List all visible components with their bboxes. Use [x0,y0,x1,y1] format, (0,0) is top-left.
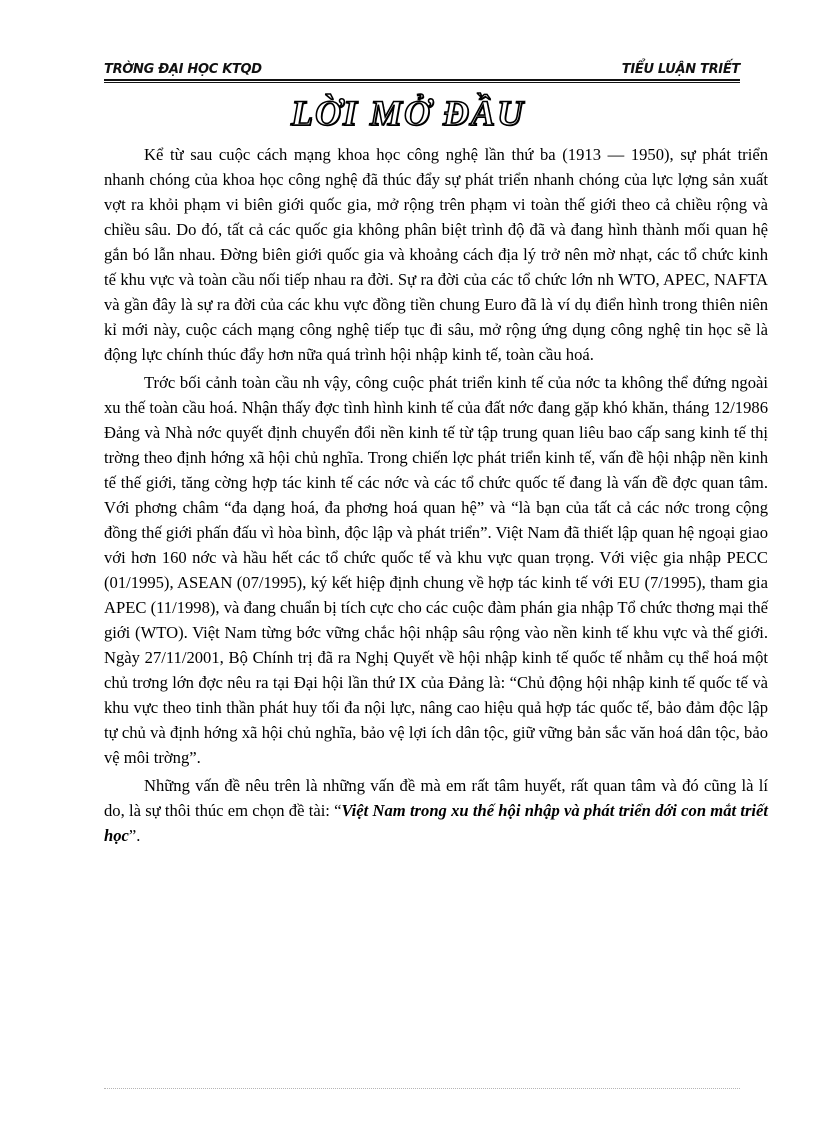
thesis-topic: Việt Nam trong xu thế hội nhập và phát triển dới con mắt triết học [104,801,769,845]
header-rule-thin [104,82,740,83]
page-header [104,55,740,77]
paragraph-1: Kể từ sau cuộc cách mạng khoa học công nghệ lần thứ ba (1913 — 1950), sự phát triển nhanh chóng của khoa học công nghệ đã thúc đẩy sự phát triển nhanh chóng của lực lợng sản xuất vợt ra khỏi phạm vi biên giới quốc gia, mở rộng trên phạm vi toàn thế giới theo cả chiều rộng và chiều sâu. Do đó, tất cả các quốc gia không phân biệt trình độ đã và đang hình thành mối quan hệ gắn bó lẫn nhau. Đờng biên giới quốc gia và khoảng cách địa lý trở nên mờ nhạt, các tổ chức kinh tế khu vực và toàn cầu nối tiếp nhau ra đời. Sự ra đời của các tổ chức lớn nh WTO, APEC, NAFTA và gần đây là sự ra đời của các khu vực đồng tiền chung Euro đã là ví dụ điển hình trong thiên niên kỉ mới này, cuộc cách mạng công nghệ tiếp tục đi sâu, mở rộng ứng dụng công nghệ tin học sẽ là động lực chính thúc đẩy hơn nữa quá trình hội nhập kinh tế, toàn cầu hoá. [104,145,768,364]
paragraph-2: Trớc bối cảnh toàn cầu nh vậy, công cuộc phát triển kinh tế của nớc ta không thể đứng ngoài xu thế toàn cầu hoá. Nhận thấy đợc tình hình kinh tế của đất nớc đang gặp khó khăn, tháng 12/1986 Đảng và Nhà nớc quyết định chuyển đổi nền kinh tế từ tập trung quan liêu bao cấp sang kinh tế thị trờng theo định hớng xã hội chủ nghĩa. Trong chiến lợc phát triển kinh tế, vấn đề hội nhập nền kinh tế thế giới, tăng cờng hợp tác kinh tế các nớc và các tổ chức quốc tế đang là vấn đề đợc quan tâm. Với phơng châm “đa dạng hoá, đa phơng hoá quan hệ” và “là bạn của tất cả các nớc trong cộng đồng thế giới phấn đấu vì hòa bình, độc lập và phát triển”. Việt Nam đã thiết lập quan hệ ngoại giao với hơn 160 nớc và hầu hết các tổ chức quốc tế và khu vực quan trọng. Với việc gia nhập PECC (01/1995), ASEAN (07/1995), ký kết hiệp định chung về hợp tác kinh tế với EU (7/1995), tham gia APEC (11/1998), và đang chuẩn bị tích cực cho các cuộc đàm phán gia nhập Tổ chức thơng mại thế giới (WTO). Việt Nam từng bớc vững chắc hội nhập sâu rộng vào nền kinh tế khu vực và thế giới. Ngày 27/11/2001, Bộ Chính trị đã ra Nghị Quyết về hội nhập kinh tế quốc tế nhằm cụ thể hoá một chủ trơng lớn đợc nêu ra tại Đại hội lần thứ IX của Đảng là: “Chủ động hội nhập kinh tế quốc tế và khu vực theo tinh thần phát huy tối đa nội lực, nâng cao hiệu quả hợp tác quốc tế, bảo đảm độc lập tự chủ và định hớng xã hội chủ nghĩa, bảo vệ lợi ích dân tộc, giữ vững bản sắc văn hoá dân tộc, bảo vệ môi trờng”. [104,373,768,767]
header-school: TRỜNG ĐẠI HỌC KTQD [104,62,262,77]
paragraph-3-tail: ”. [128,826,141,845]
page-title: LỜI MỞ ĐẦU [290,93,525,133]
footer-rule [104,1088,740,1089]
header-rule [104,79,740,81]
header-subject: TIỂU LUẬN TRIẾT [621,62,740,77]
body-text [104,142,768,851]
paragraph-3-lead: Những vấn đề nêu trên là những vấn đề mà em rất tâm huyết, rất quan tâm và đó cũng là lí do, là sự thôi thúc em chọn đề tài: “ [104,776,768,820]
paragraph-3 [104,773,768,848]
